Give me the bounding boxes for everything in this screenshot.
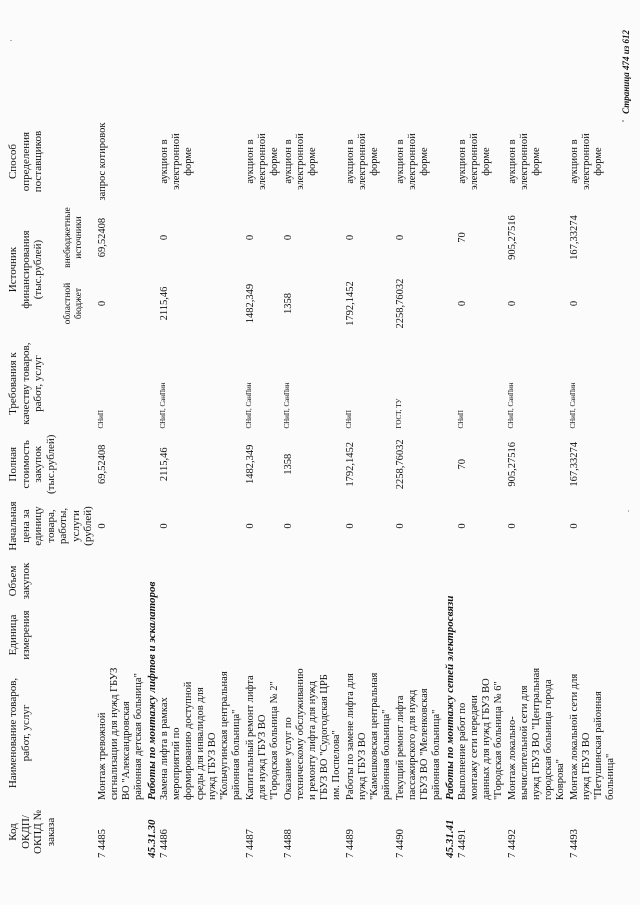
row-volume — [456, 555, 506, 607]
section-title: Работы по монтажу сетей электросвязи — [443, 595, 456, 800]
row-regional: 0 — [96, 300, 108, 307]
page-footer: Страница 474 из 612 — [621, 30, 631, 114]
row-regional: 2115,46 — [158, 286, 170, 321]
row-code: 7 4489 — [344, 829, 356, 858]
table-row — [244, 120, 282, 861]
col-name-header: Наименование товаров, работ, услуг — [7, 677, 32, 789]
section-title: Работы по монтажу лифтов и эскалаторов — [145, 581, 158, 800]
row-offbudget: 167,33274 — [568, 215, 580, 260]
col-requirements-header: Требования к качеству товаров, работ, услуг — [7, 342, 44, 425]
col-funding-offbudget-header: внебюджетные источники — [62, 207, 84, 268]
row-requirements: СНиП, СанПин — [568, 382, 577, 429]
row-regional: 1792,1452 — [344, 281, 356, 326]
row-offbudget: 0 — [282, 234, 294, 241]
row-requirements: СНиП, СанПин — [244, 382, 253, 429]
row-offbudget: 69,52408 — [96, 217, 108, 258]
scan-speck — [628, 510, 629, 512]
row-requirements: СНиП — [344, 410, 353, 429]
row-name: Капитальный ремонт лифта для нужд ГБУЗ ВО "Городская больница № 2" — [244, 675, 280, 800]
section-row — [146, 120, 158, 861]
row-method: аукцион в электронной форме — [394, 133, 430, 190]
section-row — [444, 120, 456, 861]
row-code: 7 4492 — [506, 829, 518, 858]
table-row — [282, 120, 344, 861]
row-volume — [506, 555, 568, 607]
row-method: аукцион в электронной форме — [506, 133, 542, 190]
row-volume — [282, 555, 344, 607]
row-price: 0 — [96, 523, 108, 529]
row-code: 7 4485 — [96, 829, 108, 858]
row-cost: 2115,46 — [158, 447, 170, 482]
row-name: Текущий ремонт лифта пассажирского для нужд ГБУЗ ВО "Меленковская районная больница" — [394, 688, 442, 800]
row-method: аукцион в электронной форме — [244, 133, 280, 190]
col-code-header: Код ОКДП/ ОКПД № заказа — [7, 810, 57, 854]
row-name: Замена лифта в рамках мероприятий по формированию доступной среды для инвалидов для нужд ГБУЗ ВО "Кольчугинская центральная районная больница" — [158, 671, 242, 800]
row-offbudget: 0 — [158, 234, 170, 241]
row-code: 7 4487 — [244, 829, 256, 858]
row-regional: 1482,349 — [244, 283, 256, 324]
table-row — [344, 120, 394, 861]
row-cost: 69,52408 — [96, 444, 108, 484]
row-unit — [96, 607, 146, 663]
row-price: 0 — [158, 523, 170, 529]
table-row — [158, 120, 244, 861]
row-price: 0 — [244, 523, 256, 529]
row-unit — [282, 607, 344, 663]
col-volume-header: Объем закупок — [7, 562, 32, 600]
row-price: 0 — [282, 523, 294, 529]
row-code: 7 4493 — [568, 829, 580, 858]
row-price: 0 — [344, 523, 356, 529]
col-total-cost-header: Полная стоимость закупок (тыс.рублей) — [7, 434, 57, 494]
col-unit-header: Единица измерения — [7, 610, 32, 660]
row-price: 0 — [568, 523, 580, 529]
row-offbudget: 0 — [394, 234, 406, 241]
row-cost: 905,27516 — [506, 441, 518, 487]
row-price: 0 — [506, 523, 518, 529]
row-method: аукцион в электронной форме — [344, 133, 380, 190]
row-code: 7 4491 — [456, 829, 468, 858]
col-funding-header: Источник финансирования (тыс.рублей) — [7, 230, 44, 309]
row-regional: 2258,76032 — [394, 278, 406, 329]
row-cost: 70 — [456, 459, 468, 470]
row-cost: 167,33274 — [568, 441, 580, 487]
row-method: аукцион в электронной форме — [282, 133, 318, 190]
row-name: Монтаж локальной сети для нужд ГБУЗ ВО "Петушинская районная больница" — [568, 673, 616, 800]
row-unit — [506, 607, 568, 663]
table-row — [96, 120, 146, 861]
row-requirements: СНиП, СанПин — [282, 382, 291, 429]
row-requirements: СНиП, СанПин — [506, 382, 515, 429]
row-method: аукцион в электронной форме — [568, 133, 604, 190]
row-method: аукцион в электронной форме — [456, 133, 492, 190]
section-code: 45.31.30 — [145, 819, 158, 858]
row-cost: 1792,1452 — [344, 441, 356, 487]
row-method: запрос котировок — [96, 122, 108, 201]
row-unit — [244, 607, 282, 663]
row-volume — [344, 555, 394, 607]
row-requirements: СНиП — [96, 410, 105, 429]
row-price: 0 — [456, 523, 468, 529]
table-row — [456, 120, 506, 861]
row-cost: 1358 — [282, 453, 294, 475]
row-code: 7 4490 — [394, 829, 406, 858]
procurement-table — [6, 120, 618, 861]
row-offbudget: 0 — [244, 234, 256, 241]
row-regional: 0 — [506, 300, 518, 307]
row-cost: 2258,76032 — [394, 439, 406, 490]
row-price: 0 — [394, 523, 406, 529]
row-regional: 0 — [568, 300, 580, 307]
scan-speck — [10, 40, 12, 41]
row-requirements: СНиП, СанПин — [158, 382, 167, 429]
row-volume — [158, 555, 244, 607]
row-volume — [394, 555, 444, 607]
row-code: 7 4488 — [282, 829, 294, 858]
row-regional: 0 — [456, 300, 468, 307]
row-name: Оказание услуг по техническому обслуживанию и ремонту лифта для нужд ГБУЗ ВО "Судогодская ЦРБ им. Поспелова" — [282, 668, 342, 800]
row-unit — [456, 607, 506, 663]
row-name: Работы по замене лифта для нужд ГБУЗ ВО "Камешковская центральная районная больница" — [344, 672, 392, 800]
row-volume — [244, 555, 282, 607]
row-volume — [568, 555, 618, 607]
row-volume — [96, 555, 146, 607]
row-requirements: ГОСТ, ТУ — [394, 398, 403, 429]
col-funding-regional-header: областной бюджет — [62, 282, 84, 325]
row-offbudget: 0 — [344, 234, 356, 241]
row-name: Монтаж локально-вычислительной сети для нужд ГБУЗ ВО "Центральная городская больница города Коврова" — [506, 667, 566, 800]
row-unit — [568, 607, 618, 663]
table-row — [568, 120, 618, 861]
row-method: аукцион в электронной форме — [158, 133, 194, 190]
row-unit — [344, 607, 394, 663]
row-name: Выполнение работ по монтажу сети передачи данных для нужд ГБУЗ ВО "Городская больница № 6" — [456, 678, 504, 800]
row-requirements: СНиП — [456, 410, 465, 429]
row-name: Монтаж тревожной сигнализации для нужд ГБУЗ ВО "Александровская районная детская больница" — [96, 667, 144, 800]
row-regional: 1358 — [282, 293, 294, 315]
scan-speck — [622, 120, 624, 122]
table-row — [394, 120, 444, 861]
row-unit — [158, 607, 244, 663]
table-row — [506, 120, 568, 861]
col-method-header: Способ определения поставщиков — [7, 130, 44, 193]
row-unit — [394, 607, 444, 663]
row-cost: 1482,349 — [244, 444, 256, 484]
table-header-row — [6, 120, 62, 861]
row-code: 7 4486 — [158, 829, 170, 858]
row-offbudget: 905,27516 — [506, 215, 518, 260]
section-code: 45.31.41 — [443, 819, 456, 858]
row-offbudget: 70 — [456, 232, 468, 243]
col-unit-price-header: Начальная цена за единицу товара, работы, услуги (рублей) — [7, 501, 94, 551]
